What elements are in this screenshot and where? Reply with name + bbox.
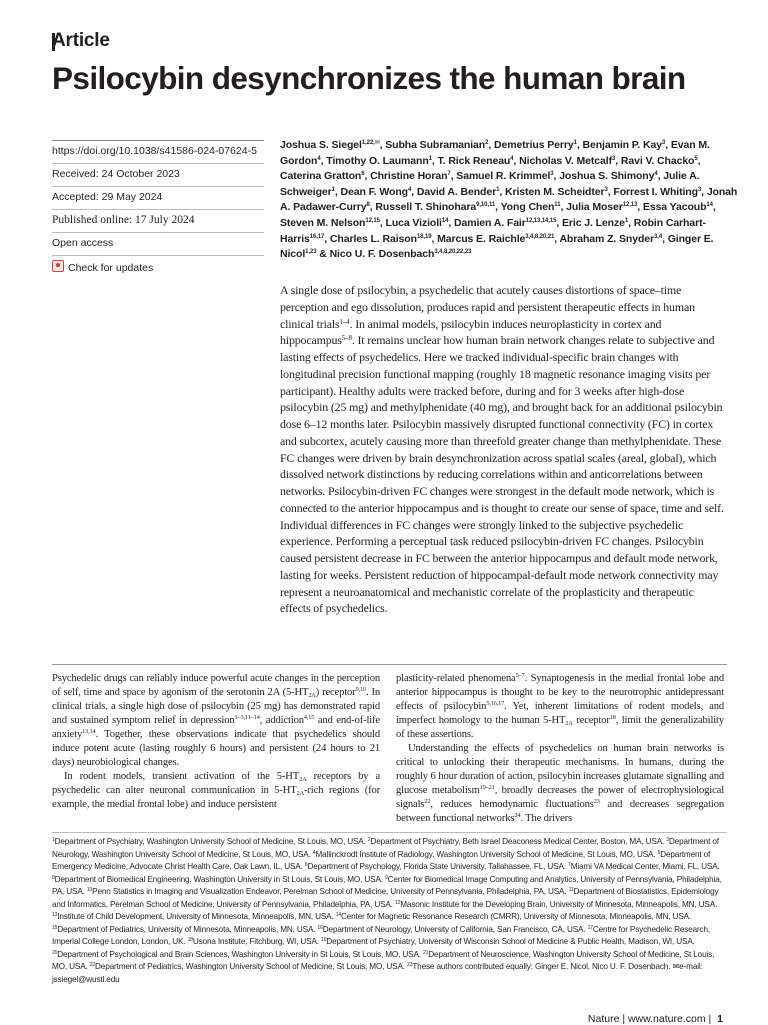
affiliations (52, 836, 728, 986)
citation-ref[interactable]: 1–3,11–14 (234, 713, 260, 721)
affiliation-number: 9 (385, 874, 388, 881)
citation-ref[interactable]: 24 (514, 811, 521, 819)
author-entry (613, 186, 706, 198)
accepted-date: Accepted: 29 May 2024 (52, 187, 264, 210)
citation-ref[interactable]: 18 (609, 713, 616, 721)
author-separator: , (553, 170, 560, 183)
author-separator: , (628, 216, 634, 229)
author-name[interactable]: Ravi V. Chacko (620, 154, 695, 167)
body-paragraph (396, 742, 724, 826)
author-entry (375, 201, 500, 213)
author-affiliation-ref: 2 (485, 140, 489, 146)
citation-ref[interactable]: 23 (593, 797, 600, 805)
author-name[interactable]: Russell T. Shinohara (375, 201, 477, 214)
affiliation-number: 11 (568, 887, 574, 893)
body-text: receptor (572, 714, 610, 726)
affiliation-text: Department of Psychiatry, University of Wisconsin School of Medicine & Public Health, Madison, WI, USA. (326, 937, 695, 946)
subscript: 2A (296, 789, 305, 797)
affiliation-number: 19 (321, 937, 327, 943)
affiliation-text: Department of Pediatrics, University of Minnesota, Minneapolis, MN, USA. (57, 924, 318, 934)
affiliation-text: Department of Psychiatry, Beth Israel Deaconess Medical Center, Boston, MA, USA. (370, 837, 667, 846)
received-date: Received: 24 October 2023 (52, 164, 264, 187)
author-separator: , (431, 154, 438, 167)
affiliation-number: 13 (52, 912, 58, 918)
affiliation-text: Masonic Institute for the Developing Brain, University of Minnesota, Minneapolis, MN, USA. (400, 899, 718, 909)
author-affiliation-ref: 3 (604, 186, 608, 193)
author-separator: , (665, 139, 671, 151)
abstract-text: . It remains unclear how human brain network changes relate to subjective and lasting effects of psychedelics. Here we tracked individual-specific brain changes with longitudinal precision functional mapping (roughly 18 magnetic resonance imaging visits per participant). Healthy adults were tracked before, during and for 3 weeks after high-dose psilocybin (25 mg) and methylphenidate (40 mg), and brought back for an additional psilocybin dose 6–12 months later. Psilocybin massively disrupted functional connectivity (FC) in cortex and subcortex, acutely causing more than threefold greater change than methylphenidate. These FC changes were driven by brain desynchronization across spatial scales (areal, global), which dissolved network distinctions by reducing correlations within and anticorrelations between networks. Psilocybin-driven FC changes were strongest in the default mode network, which is connected to the anterior hippocampus and is thought to create our sense of space, time and self. Individual differences in FC changes were strongly linked to the subjective psychedelic experience. Performing a perceptual task reduced psilocybin-driven FC changes. Psilocybin caused persistent decrease in FC between the anterior hippocampus and default mode network, lasting for weeks. Persistent reduction of hippocampal-default mode network connectivity may represent a neuroanatomical and mechanistic correlate of the proplasticity and therapeutic effects of psychedelics. (280, 333, 724, 616)
author-separator: , (697, 154, 701, 167)
author-affiliation-ref: 1 (624, 217, 629, 224)
body-text: . In clinical trials, a single high dose of psilocybin (25 mg) has demonstrated rapid and sustained symptom relief in depression (52, 686, 380, 726)
author-affiliation-ref: 12,13 (622, 202, 638, 209)
author-name[interactable]: Charles L. Raison (329, 232, 417, 245)
affiliation-number: 8 (52, 874, 55, 881)
author-name[interactable]: Steven M. Nelson (280, 216, 366, 229)
article-metadata (52, 140, 264, 278)
author-entry (583, 139, 671, 151)
check-for-updates-label: Check for updates (68, 262, 154, 274)
author-name[interactable]: T. Rick Reneau (437, 154, 511, 167)
affiliation-text: Department of Neurology, Washington University School of Medicine, St Louis, MO, USA. (52, 837, 719, 859)
author-name[interactable]: Eric J. Lenze (561, 216, 625, 229)
author-affiliation-ref: 1 (496, 186, 500, 193)
author-entry (456, 170, 559, 182)
author-name[interactable]: Evan M. Gordon (280, 139, 710, 167)
author-entry (643, 201, 716, 213)
abstract (280, 282, 726, 617)
author-entry (280, 170, 370, 182)
author-name[interactable]: Dean F. Wong (340, 185, 408, 198)
author-affiliation-ref: 1 (573, 140, 577, 146)
author-entry (566, 201, 643, 213)
author-entry (494, 139, 583, 151)
citation-ref[interactable]: 22 (424, 797, 431, 805)
author-entry (326, 155, 437, 167)
affiliation-number: 10 (86, 887, 93, 893)
author-separator: , (637, 201, 643, 214)
affiliation-text: Miami VA Medical Center, Miami, FL, USA. (570, 862, 720, 871)
author-name[interactable]: Timothy O. Laumann (326, 154, 429, 167)
body-paragraph (52, 672, 380, 770)
author-entry (386, 217, 455, 229)
author-separator: , (576, 139, 583, 151)
abstract-text: . In animal models, psilocybin induces neuroplasticity in cortex and hippocampus (280, 316, 662, 348)
check-for-updates-link[interactable] (52, 256, 264, 278)
section-divider (52, 664, 727, 665)
author-entry (385, 139, 494, 151)
author-affiliation-ref: 3 (550, 171, 554, 178)
author-affiliation-ref: 3,4,8,20,21 (525, 233, 555, 240)
author-entry (519, 155, 621, 167)
author-separator: , (450, 170, 457, 183)
author-name[interactable]: Essa Yacoub (642, 201, 707, 214)
author-affiliation-ref: 3 (661, 140, 666, 146)
body-paragraph (396, 672, 724, 742)
body-text: plasticity-related phenomena (396, 673, 516, 684)
author-entry (559, 170, 663, 182)
author-entry (621, 155, 701, 167)
subscript: 2A (308, 691, 316, 699)
affiliation-text: Department of Biostatistics, Epidemiology and Informatics, Perelman School of Medicine, University of Pennsylvania, Philadelphia, PA, USA. (52, 887, 719, 909)
body-column-right (396, 672, 724, 825)
journal-website-link[interactable]: www.nature.com (627, 1013, 706, 1025)
author-name[interactable]: Julia Moser (566, 201, 623, 214)
article-title: Psilocybin desynchronizes the human brain (52, 60, 686, 96)
body-text: Psychedelic drugs can reliably induce powerful acute changes in the perception of self, time and space by agonism of the serotonin 2A (5-HT (52, 673, 380, 698)
citation-ref[interactable]: 5–7 (515, 672, 525, 679)
author-affiliation-ref: 4 (654, 171, 658, 178)
author-name[interactable]: Abraham Z. Snyder (559, 232, 655, 245)
doi-link[interactable]: https://doi.org/10.1038/s41586-024-07624-5 (52, 140, 264, 164)
author-separator: , (556, 216, 562, 229)
body-text: In rodent models, transient activation of the 5-HT (64, 770, 300, 782)
affiliation-text: Mallinckrodt Institute of Radiology, Washington University School of Medicine, St Louis, MO, USA. (315, 849, 658, 859)
author-affiliation-ref: 3 (697, 186, 702, 193)
author-separator: , (657, 170, 664, 183)
footnote-divider (52, 832, 727, 833)
author-affiliation-ref: 12,15 (365, 217, 380, 224)
author-entry (454, 217, 562, 229)
author-affiliation-ref: 5 (694, 155, 698, 162)
author-name[interactable]: Julie A. Schweiger (280, 170, 700, 198)
author-entry (370, 170, 456, 182)
author-affiliation-ref: 8 (366, 202, 370, 209)
author-separator: , (560, 201, 567, 214)
author-name[interactable]: Nicholas V. Metcalf (519, 154, 612, 167)
author-name[interactable]: Joshua S. Shimony (559, 170, 655, 183)
affiliation-text: These authors contributed equally: Ginger E. Nicol, Nico U. F. Dosenbach. (412, 962, 673, 971)
affiliation-text: Department of Psychology, Florida State University, Tallahassee, FL, USA. (307, 862, 569, 871)
author-name[interactable]: Christine Horan (370, 170, 448, 183)
affiliation-number: 3 (666, 837, 669, 843)
affiliation-text: Department of Emergency Medicine, Advocate Christ Health Care, Oak Lawn, IL, USA. (52, 849, 711, 871)
affiliation-number: 15 (52, 924, 58, 931)
body-text: and decreases segregation between functional networks (396, 798, 724, 824)
affiliation-number: 14 (335, 912, 342, 918)
author-separator: , (662, 232, 668, 245)
affiliation-number: 2 (367, 837, 371, 843)
author-name[interactable]: Demetrius Perry (494, 139, 574, 151)
affiliation-text: Department of Pediatrics, Washington University School of Medicine, St Louis, MO, USA. (95, 962, 408, 971)
author-list (280, 138, 740, 263)
author-separator: & (316, 248, 330, 261)
author-separator: , (334, 185, 341, 198)
author-name[interactable]: Samuel R. Krimmel (456, 170, 551, 183)
author-name[interactable]: Caterina Gratton (280, 170, 362, 183)
page-footer (588, 1013, 723, 1025)
affiliation-text: Center for Magnetic Resonance Research (CMRR), University of Minnesota, Minneapolis, MN, USA. (341, 912, 692, 921)
author-separator: , (369, 201, 376, 214)
author-name[interactable]: Yong Chen (500, 201, 555, 214)
body-paragraph (52, 770, 380, 812)
author-separator: , (411, 185, 417, 198)
affiliation-number: 6 (304, 862, 308, 868)
body-text: . Yet, inherent limitations of rodent models, and imperfect homology to the human 5-HT (396, 700, 724, 726)
author-entry (505, 186, 613, 198)
affiliation-number: 16 (317, 924, 323, 931)
corresponding-email[interactable]: ✉e-mail: jssiegel@wustl.edu (52, 962, 703, 984)
published-date: Published online: 17 July 2024 (52, 210, 264, 233)
journal-name: Nature (587, 1013, 620, 1025)
affiliation-number: 21 (423, 949, 429, 956)
author-entry (417, 186, 505, 198)
author-affiliation-ref: 1,22,✉ (361, 140, 380, 146)
affiliation-number: 23 (407, 962, 413, 968)
subscript: 2A (299, 775, 307, 783)
affiliation-number: 18 (187, 937, 193, 943)
citation-ref[interactable]: 9,10 (355, 685, 366, 693)
author-affiliation-ref: 6 (361, 171, 365, 178)
affiliation-number: 20 (52, 949, 58, 956)
body-text: receptors by a psychedelic can alter neuronal communication in 5-HT (52, 770, 381, 796)
author-affiliation-ref: 4 (510, 155, 514, 162)
author-name[interactable]: Ginger E. Nicol (280, 232, 714, 261)
affiliation-number: 7 (568, 862, 571, 868)
citation-ref[interactable]: 4,15 (303, 713, 315, 721)
author-name[interactable]: Joshua S. Siegel (280, 139, 362, 151)
author-name[interactable]: Marcus E. Raichle (437, 232, 526, 245)
author-affiliation-ref: 1,23 (305, 249, 317, 256)
author-name[interactable]: David A. Bender (416, 185, 497, 198)
author-entry (330, 233, 437, 245)
author-affiliation-ref: 16,17 (309, 233, 325, 240)
author-separator: , (379, 139, 386, 151)
author-affiliation-ref: 1 (331, 186, 335, 193)
affiliation-number: 5 (657, 849, 661, 856)
author-entry (341, 186, 417, 198)
author-separator: , (320, 154, 327, 167)
author-separator: , (379, 216, 386, 229)
article-type-label: Article (52, 30, 110, 51)
author-entry (501, 201, 567, 213)
author-affiliation-ref: 3,4 (654, 233, 663, 240)
author-affiliation-ref: 9,10,11 (476, 202, 496, 209)
author-name[interactable]: Nico U. F. Dosenbach (329, 248, 435, 261)
body-column-left (52, 672, 380, 812)
author-separator: , (488, 139, 494, 151)
author-separator: , (495, 201, 501, 214)
author-affiliation-ref: 1 (428, 155, 432, 162)
author-entry (280, 139, 385, 151)
author-affiliation-ref: 7 (447, 171, 451, 178)
author-name[interactable]: Forrest I. Whiting (613, 185, 698, 198)
author-entry (437, 233, 559, 245)
citation-ref[interactable]: 1–4 (339, 317, 350, 326)
body-text: ) receptor (315, 686, 356, 698)
citation-ref[interactable]: 13,14 (82, 727, 96, 735)
footer-separator: | (619, 1013, 628, 1025)
author-separator: , (701, 185, 707, 198)
author-separator: , (554, 232, 560, 245)
affiliation-text: Department of Psychological and Brain Sciences, Washington University in St Louis, St Louis, MO, USA. (57, 949, 424, 959)
author-name[interactable]: Subha Subramanian (385, 139, 486, 151)
body-text: . Together, these observations indicate that psychedelics should induce potent acute (lasting roughly 6 hours) and persistent (24 hours to 21 days) neurobiological changes. (52, 728, 380, 768)
citation-ref[interactable]: 19–21 (479, 783, 495, 791)
affiliation-number: 4 (312, 849, 316, 856)
author-name[interactable]: Jonah A. Padawer-Curry (280, 185, 738, 214)
affiliation-text: Center for Biomedical Image Computing and Analytics, University of Pennsylvania, Philadelphia, PA, USA. (52, 874, 722, 896)
affiliation-number: 17 (587, 924, 593, 931)
author-separator: , (499, 185, 505, 198)
body-text: Understanding the effects of psychedelics on human brain networks is critical to unlocking their therapeutic mechanisms. In humans, during the roughly 6 hour duration of action, psilocybin increases glutamate signalling and glucose metabolism (396, 742, 724, 796)
author-entry (280, 217, 386, 229)
check-for-updates-icon (52, 260, 64, 272)
author-affiliation-ref: 11 (554, 202, 561, 209)
affiliation-number: 12 (395, 899, 401, 906)
author-name[interactable]: Damien A. Fair (454, 216, 526, 229)
affiliation-text: Centre for Psychedelic Research, Imperial College London, London, UK. (52, 924, 711, 946)
affiliation-text: Penn Statistics in Imaging and Visualization Endeavor, Perelman School of Medicine, University of Pennsylvania, Philadelphia, PA, USA. (92, 887, 569, 896)
citation-ref[interactable]: 5,16,17 (486, 699, 505, 707)
body-text: . The drivers (520, 812, 573, 824)
author-name[interactable]: Luca Vizioli (385, 216, 442, 229)
citation-ref[interactable]: 5–8 (341, 334, 352, 343)
open-access-label: Open access (52, 233, 264, 256)
author-affiliation-ref: 4 (407, 186, 412, 193)
author-name[interactable]: Benjamin P. Kay (582, 139, 662, 151)
body-text: , broadly decreases the power of electrophysiological signals (396, 784, 724, 810)
author-entry (562, 217, 634, 229)
affiliation-text: Department of Biomedical Engineering, Washington University in St Louis, St Louis, MO, USA. (54, 874, 386, 884)
author-name[interactable]: Robin Carhart-Harris (280, 216, 706, 245)
author-entry (330, 248, 472, 260)
author-affiliation-ref: 18,19 (416, 233, 432, 240)
affiliation-number: 1 (52, 837, 55, 843)
subscript: 2A (565, 719, 573, 727)
body-text: . Synaptogenesis in the medial frontal lobe and anterior hippocampus is thought to be key to the neurotrophic antidepressant effects of psilocybin (396, 673, 724, 712)
author-affiliation-ref: 3 (611, 155, 616, 162)
author-separator: , (615, 154, 621, 167)
author-affiliation-ref: 4 (317, 155, 321, 162)
affiliation-number: 22 (89, 962, 96, 968)
author-entry (559, 233, 667, 245)
footer-separator: | (705, 1013, 715, 1025)
author-separator: , (324, 232, 330, 245)
affiliation-text: Department of Neurology, University of California, San Francisco, CA, USA. (322, 924, 588, 934)
body-text: -rich regions (for example, the medial frontal lobe) and induce persistent (52, 784, 380, 810)
author-affiliation-ref: 14 (706, 202, 713, 209)
page-number: 1 (717, 1013, 723, 1025)
author-affiliation-ref: 12,13,14,15 (525, 217, 557, 224)
author-affiliation-ref: 3,4,8,20,22,23 (434, 249, 472, 256)
affiliation-text: Department of Psychiatry, Washington University School of Medicine, St Louis, MO, USA. (54, 837, 368, 846)
body-text: , reduces hemodynamic fluctuations (430, 798, 594, 810)
author-separator: , (513, 154, 520, 167)
author-separator: , (364, 170, 371, 183)
author-separator: , (431, 232, 438, 245)
author-name[interactable]: Kristen M. Scheidter (504, 185, 605, 198)
body-text: and end-of-life anxiety (52, 714, 380, 740)
body-text: , addiction (259, 714, 304, 726)
author-separator: , (607, 185, 614, 198)
affiliation-text: Department of Neuroscience, Washington University School of Medicine, St Louis, MO, USA. (52, 949, 715, 971)
affiliation-text: Usona Institute, Fitchburg, WI, USA. (192, 937, 322, 946)
abstract-text: A single dose of psilocybin, a psychedelic that acutely causes distortions of space–time perception and ego dissolution, produces rapid and persistent therapeutic effects in human clinical trials (280, 283, 695, 331)
author-affiliation-ref: 14 (441, 217, 449, 224)
author-entry (438, 155, 520, 167)
affiliation-text: Institute of Child Development, University of Minnesota, Minneapolis, MN, USA. (57, 912, 336, 921)
author-separator: , (712, 201, 716, 214)
author-separator: , (448, 216, 454, 229)
body-text: , limit the generalizability of these assertions. (396, 714, 724, 740)
